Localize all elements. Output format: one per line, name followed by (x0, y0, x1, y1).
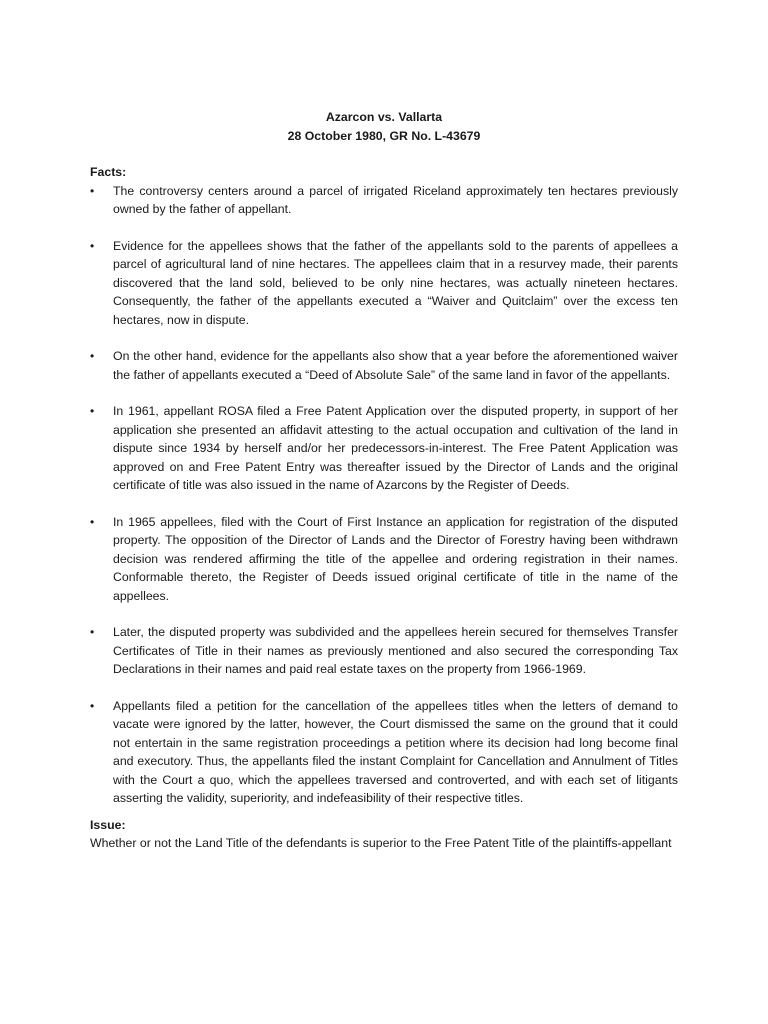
fact-text: In 1965 appellees, filed with the Court of First Instance an application for registration of the disputed property. The opposition of the Director of Lands and the Director of Forestry having been withdrawn decision was rendered affirming the title of the appellee and ordering registration in their names. Conformable thereto, the Register of Deeds issued original certificate of title in the name of the appellees. (113, 514, 678, 603)
facts-list-item (90, 623, 678, 679)
document-title: Azarcon vs. Vallarta (325, 110, 443, 124)
facts-list-item (90, 237, 678, 330)
fact-text: Evidence for the appellees shows that the father of the appellants sold to the parents of appellees a parcel of agricultural land of nine hectares. The appellees claim that in a resurvey made, their parents discovered that the land sold, believed to be only nine hectares, was actually nineteen hectares. Consequently, the father of the appellants executed a “Waiver and Quitclaim” over the excess ten hectares, now in dispute. (113, 238, 678, 327)
document-subtitle: 28 October 1980, GR No. L-43679 (287, 128, 481, 143)
fact-text: Later, the disputed property was subdivided and the appellees herein secured for themselves Transfer Certificates of Title in their names as previously mentioned and also secured the corresponding Tax Declarations in their names and paid real estate taxes on the property from 1966-1969. (113, 625, 678, 676)
fact-text: In 1961, appellant ROSA filed a Free Patent Application over the disputed property, in support of her application she presented an affidavit attesting to the actual occupation and cultivation of the land in dispute since 1934 by herself and/or her predecessors-in-interest. The Free Patent Application was approved on and Free Patent Entry was thereafter issued by the Director of Lands and the original certificate of title was also issued in the name of Azarcons by the Register of Deeds. (113, 404, 678, 492)
fact-text: The controversy centers around a parcel of irrigated Riceland approximately ten hectares previously owned by the father of appellant. (113, 183, 678, 216)
bullet-icon: • (90, 238, 95, 253)
facts-list-item (90, 697, 678, 808)
fact-text: Appellants filed a petition for the cancellation of the appellees titles when the letters of demand to vacate were ignored by the latter, however, the Court dismissed the same on the ground that it could not entertain in the same registration proceedings a petition where its decision had long become final and executory. Thus, the appellants filed the instant Complaint for Cancellation and Annulment of Titles with the Court a quo, which the appellees traversed and controverted, and with each set of litigants asserting the validity, superiority, and indefeasibility of their respective titles. (113, 698, 678, 805)
bullet-icon: • (90, 698, 95, 713)
bullet-icon: • (90, 183, 95, 198)
bullet-icon: • (90, 404, 95, 418)
bullet-icon: • (90, 514, 95, 529)
bullet-icon: • (90, 349, 95, 363)
facts-heading: Facts: (90, 165, 127, 179)
issue-heading: Issue: (90, 817, 126, 832)
facts-list-item (90, 182, 678, 219)
bullet-icon: • (90, 625, 95, 639)
document-page (90, 108, 678, 853)
fact-text: On the other hand, evidence for the appellants also show that a year before the aforementioned waiver the father of appellants executed a “Deed of Absolute Sale” of the same land in favor of the appellants. (113, 349, 678, 382)
issue-text: Whether or not the Land Title of the defendants is superior to the Free Patent Title of the plaintiffs-appellant (90, 836, 672, 850)
facts-list-item (90, 402, 678, 495)
facts-list-item (90, 347, 678, 384)
facts-list (90, 182, 678, 808)
facts-list-item (90, 513, 678, 606)
